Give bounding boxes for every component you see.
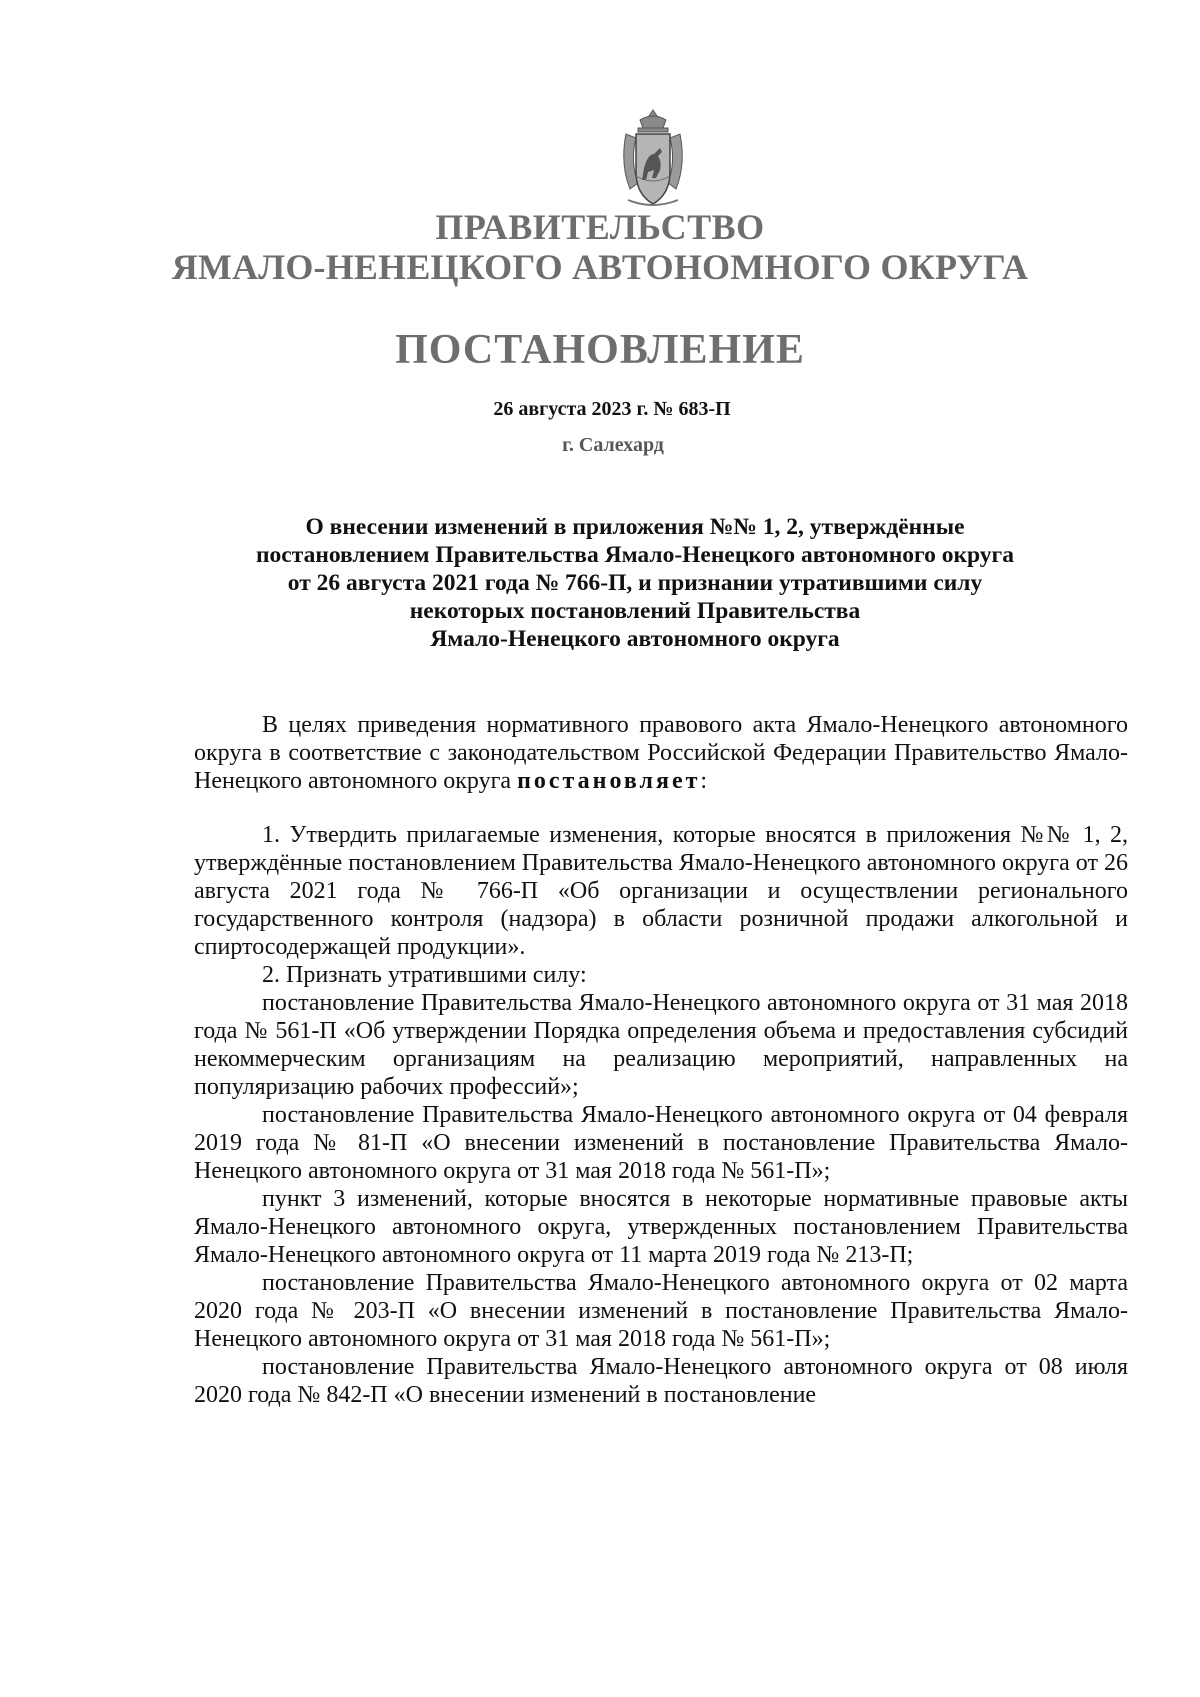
title-line: от 26 августа 2021 года № 766-П, и признании утратившими силу [287,570,983,596]
title-line: Ямало-Ненецкого автономного округа [430,626,840,652]
preamble-text: В целях приведения нормативного правового акта Ямало-Ненецкого автономного округа в соответствие с законодательством Российской Федерации Правительство Ямало-Ненецкого автономного округа [194,712,1128,794]
item-paragraph-1: 1. Утвердить прилагаемые изменения, которые вносятся в приложения №№ 1, 2, утверждённые постановлением Правительства Ямало-Ненецкого автономного округа от 26 августа 2021 года № 766-П «Об организации и осуществлении регионального государственного контроля (надзора) в области розничной продажи алкогольной и спиртосодержащей продукции». [194,822,1128,960]
repealed-act-paragraph: постановление Правительства Ямало-Ненецкого автономного округа от 04 февраля 2019 года № 81-П «О внесении изменений в постановление Правительства Ямало-Ненецкого автономного округа от 31 мая 2018 года № 561-П»; [194,1102,1128,1184]
document-city: г. Салехард [562,434,664,456]
title-line: постановлением Правительства Ямало-Ненецкого автономного округа [256,542,1014,568]
government-name-line1: ПРАВИТЕЛЬСТВО [435,207,765,247]
document-type-heading: ПОСТАНОВЛЕНИЕ [395,327,805,373]
preamble-paragraph [194,711,1128,795]
repealed-act-paragraph: пункт 3 изменений, которые вносятся в некоторые нормативные правовые акты Ямало-Ненецкого автономного округа, утвержденных постановлением Правительства Ямало-Ненецкого автономного округа от 11 марта 2019 года № 213-П; [194,1186,1128,1268]
item-paragraph-2: 2. Признать утратившими силу: [262,962,587,988]
title-line: некоторых постановлений Правительства [409,598,861,624]
document-title [195,513,1075,653]
decree-colon: : [700,768,708,794]
repealed-act-paragraph: постановление Правительства Ямало-Ненецкого автономного округа от 02 марта 2020 года № 203-П «О внесении изменений в постановление Правительства Ямало-Ненецкого автономного округа от 31 мая 2018 года № 561-П»; [194,1270,1128,1352]
document-date-number: 26 августа 2023 г. № 683-П [493,398,731,420]
decree-word: постановляет [517,768,701,794]
title-line: О внесении изменений в приложения №№ 1, 2, утверждённые [305,514,965,540]
document-body [194,711,1128,1409]
coat-of-arms-emblem [618,108,688,210]
repealed-act-paragraph: постановление Правительства Ямало-Ненецкого автономного округа от 31 мая 2018 года № 561-П «Об утверждении Порядка определения объема и предоставления субсидий некоммерческим организациям на реализацию мероприятий, направленных на популяризацию рабочих профессий»; [194,990,1128,1100]
government-name-line2: ЯМАЛО-НЕНЕЦКОГО АВТОНОМНОГО ОКРУГА [171,247,1029,287]
repealed-act-paragraph: постановление Правительства Ямало-Ненецкого автономного округа от 08 июля 2020 года № 842-П «О внесении изменений в постановление [194,1354,1128,1408]
